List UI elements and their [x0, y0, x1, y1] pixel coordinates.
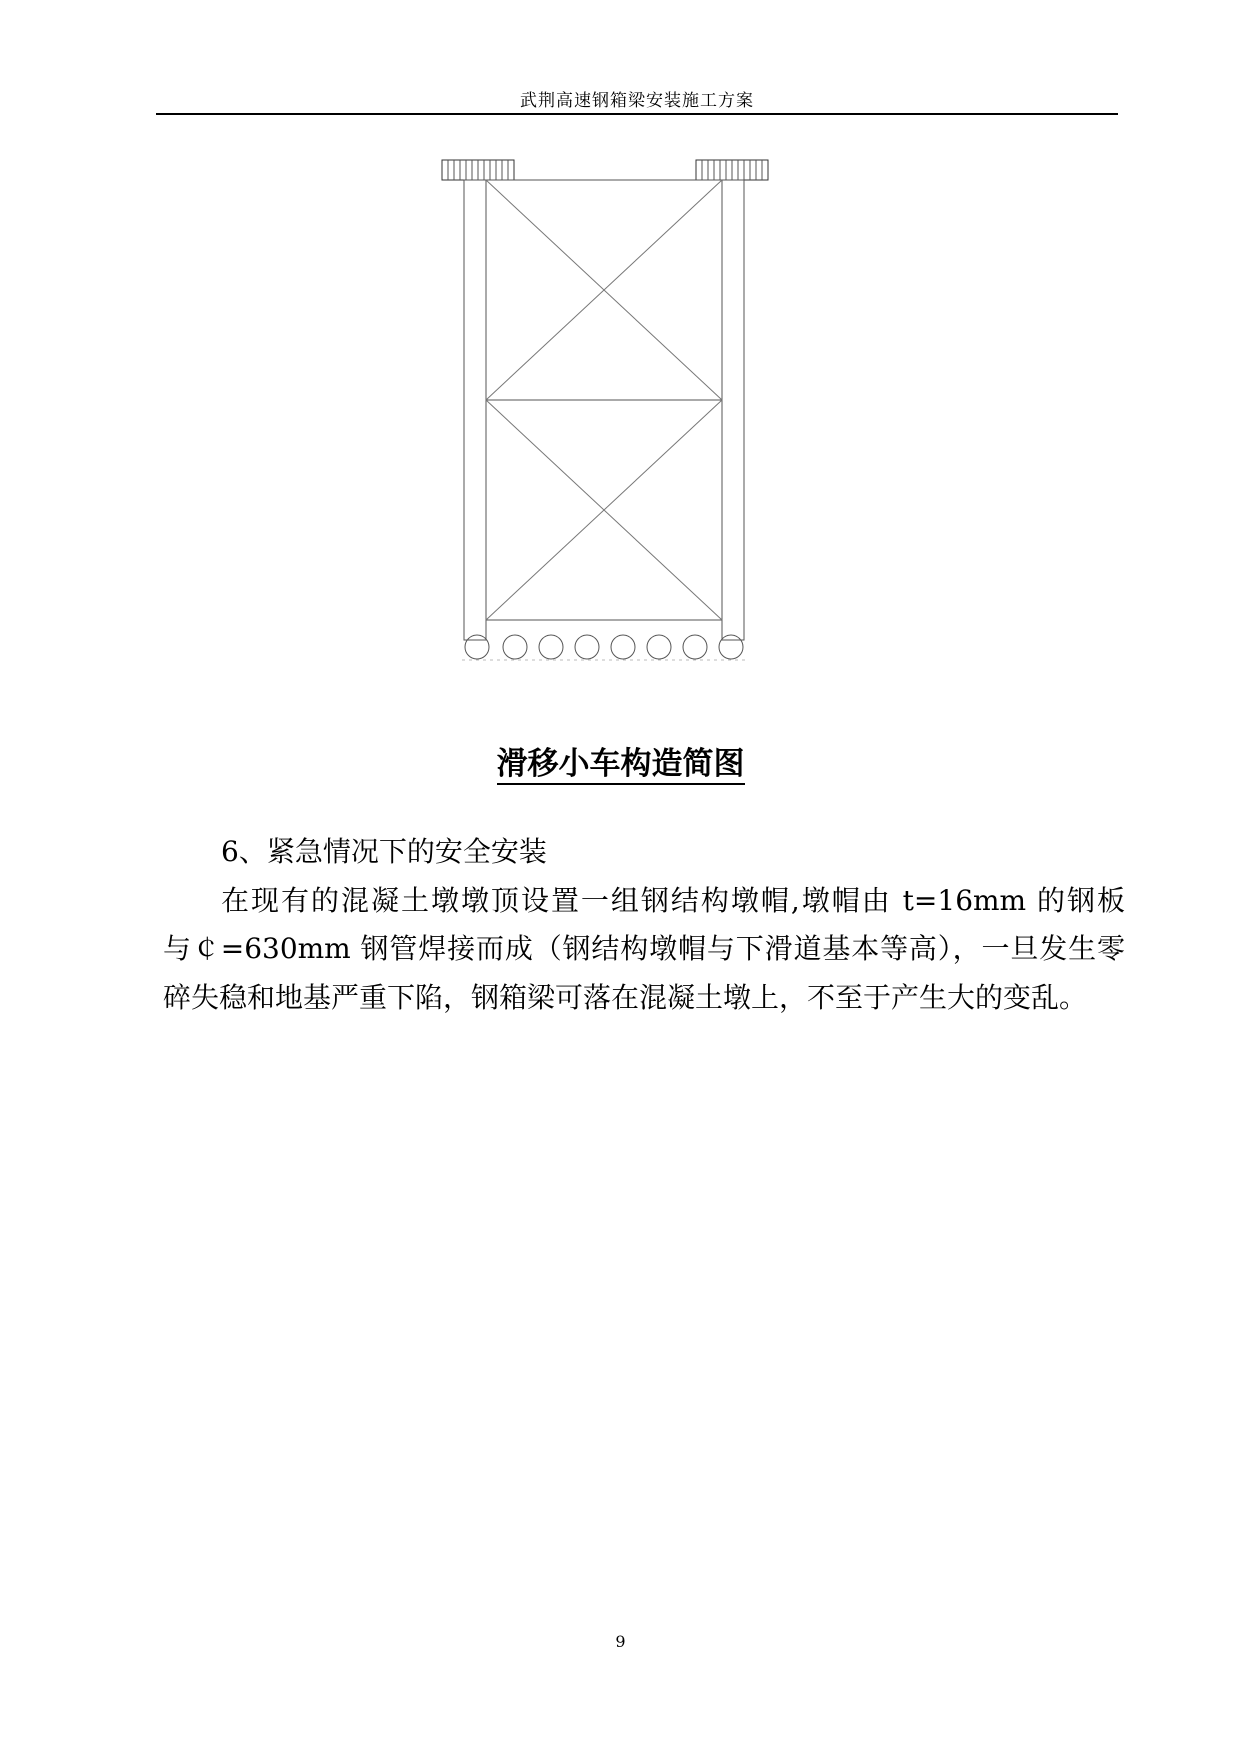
section-body	[163, 828, 1125, 1022]
figure-caption	[0, 738, 1241, 783]
page-number: 9	[615, 1632, 626, 1651]
running-header: 武荆高速钢箱梁安装施工方案	[520, 91, 754, 111]
header-rule	[156, 113, 1118, 115]
left-column	[464, 180, 486, 640]
right-column	[722, 180, 744, 640]
right-cap	[696, 160, 768, 180]
section-heading: 6、紧急情况下的安全安装	[221, 835, 547, 868]
figure-caption-text: 滑移小车构造简图	[497, 746, 745, 785]
section-paragraph: 在现有的混凝土墩墩顶设置一组钢结构墩帽,墩帽由 t=16mm 的钢板与￠=630mm 钢管焊接而成（钢结构墩帽与下滑道基本等高），一旦发生零碎失稳和地基严重下陷，钢箱梁可落在混凝土墩上，不至于产生大的变乱。	[163, 883, 1125, 1014]
sliding-trolley-diagram	[400, 152, 840, 672]
left-cap	[442, 160, 514, 180]
rollers	[465, 635, 743, 659]
